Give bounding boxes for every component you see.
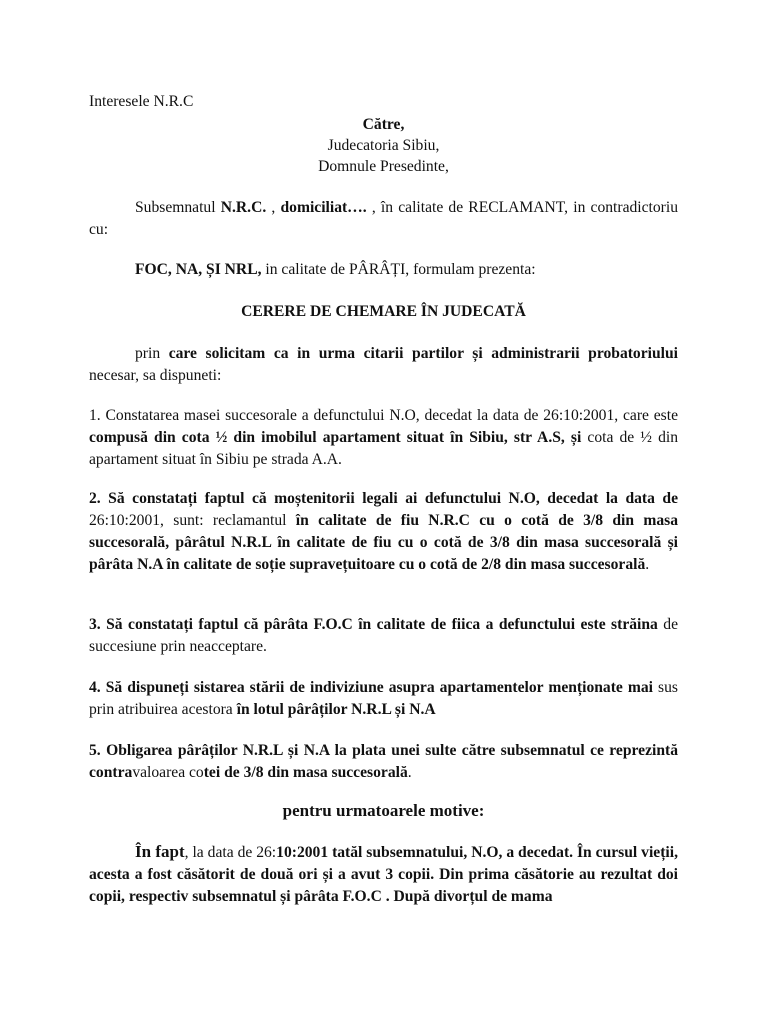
- plaintiff-name: N.R.C.: [220, 199, 267, 216]
- item-5-text-a: 5. Obligarea pârâților N.R.L și N.A la plata unei sulte către subsemnatul ce reprezintă contra: [89, 742, 678, 781]
- intro-text-a: Subsemnatul: [135, 199, 221, 216]
- request-text-a: prin: [135, 345, 169, 362]
- intro-paragraph: [89, 197, 678, 241]
- document-title: CERERE DE CHEMARE ÎN JUDECATĂ: [241, 303, 526, 320]
- intro-text-b: ,: [266, 199, 281, 216]
- court-name: Judecatoria Sibiu,: [327, 137, 440, 154]
- facts-text-b: 10:2001 tatăl subsemnatului, N.O, a decedat. În cursul vieții, acesta a fost căsătorit de două ori și a avut 3 copii. Din prima căsătorie au rezultat doi copii, respectiv subsemnatul și pârâta F.O.C . După divorțul de mama: [89, 844, 678, 905]
- request-paragraph: [89, 343, 678, 387]
- item-4-text-b: sus prin atribuirea acestora: [89, 679, 678, 718]
- facts-text-a: , la data de 26:: [184, 844, 277, 861]
- intro-text-c: , în calitate de RECLAMANT, in contradictoriu cu:: [89, 199, 679, 238]
- item-4-text-a: 4. Să dispuneți sistarea stării de indiviziune asupra apartamentelor menționate mai: [89, 679, 654, 696]
- item-2-text-d: .: [645, 556, 650, 573]
- item-3-text-a: 3. Să constatați faptul că pârâta F.O.C în calitate de fiica a defunctului este străina: [89, 616, 658, 633]
- item-2-text-b: 26:10:2001, sunt: reclamantul: [89, 512, 296, 529]
- item-1: [89, 405, 678, 471]
- item-1-text-c: cota de ½ din apartament situat în Sibiu pe strada A.A.: [89, 429, 679, 468]
- item-5-text-c: tei de 3/8 din masa succesorală: [203, 764, 408, 781]
- item-4-text-c: în lotul pârâților N.R.L și N.A: [236, 701, 436, 718]
- facts-paragraph: [89, 841, 678, 908]
- request-text-c: necesar, sa dispuneti:: [89, 367, 222, 384]
- motives-heading: pentru urmatoarele motive:: [282, 801, 485, 820]
- item-5-text-b: valoarea co: [132, 764, 204, 781]
- defendants-names: FOC, NA, ȘI NRL,: [135, 261, 262, 278]
- parties-paragraph: [89, 259, 678, 281]
- item-4: [89, 677, 678, 721]
- item-1-text-b: compusă din cota ½ din imobilul apartament situat în Sibiu, str A.S, și: [89, 429, 582, 446]
- item-5: [89, 740, 678, 784]
- item-5-text-d: .: [407, 764, 412, 781]
- item-2: [89, 488, 678, 576]
- interests-line: Interesele N.R.C: [89, 93, 194, 110]
- plaintiff-domicile: domiciliat….: [280, 199, 367, 216]
- addressee-to: Către,: [362, 116, 405, 133]
- item-3: [89, 614, 678, 658]
- item-2-text-a: 2. Să constatați faptul că moștenitorii legali ai defunctului N.O, decedat la data de: [89, 490, 678, 507]
- item-1-text-a: 1. Constatarea masei succesorale a defunctului N.O, decedat la data de 26:10:2001, care este: [89, 407, 678, 424]
- facts-lead: În fapt: [135, 842, 185, 861]
- request-text-b: care solicitam ca in urma citarii partilor și administrarii probatoriului: [168, 345, 678, 362]
- item-3-text-b: de succesiune prin neacceptare.: [89, 616, 678, 655]
- item-2-text-c: în calitate de fiu N.R.C cu o cotă de 3/8 din masa succesorală, pârâtul N.R.L în calitate de fiu cu o cotă de 3/8 din masa succesorală și pârâta N.A în calitate de soție supravețuitoare cu o cotă de 2/8 din masa succesorală: [89, 512, 678, 573]
- salutation: Domnule Presedinte,: [318, 158, 449, 175]
- parties-text: in calitate de PÂRÂȚI, formulam prezenta:: [261, 261, 536, 278]
